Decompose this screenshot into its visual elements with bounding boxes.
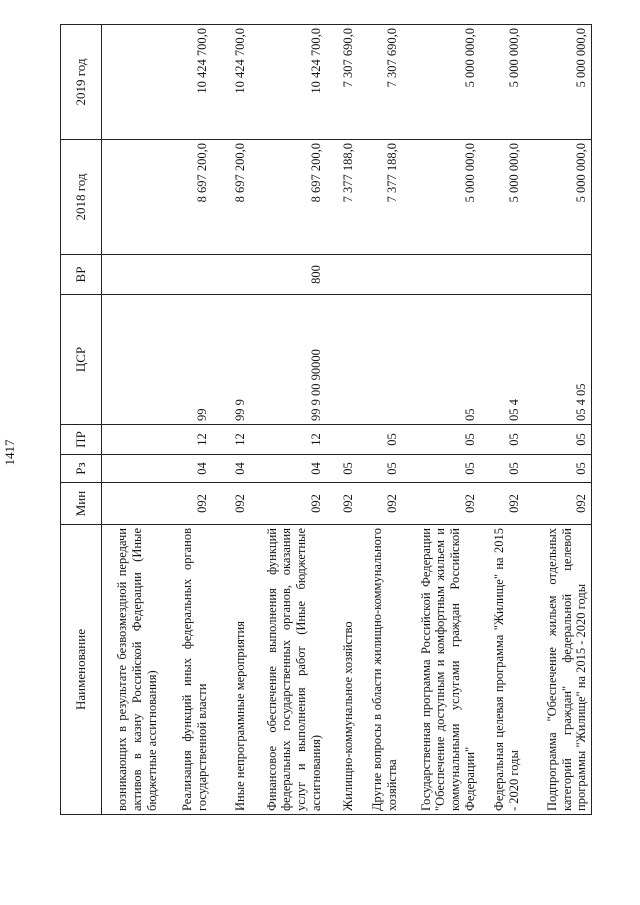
page-number: 1417 — [2, 439, 17, 466]
row-csr: 05 4 — [480, 295, 524, 425]
row-pr: 12 — [212, 425, 250, 455]
row-csr: 05 — [402, 295, 480, 425]
row-csr: 99 9 00 90000 — [250, 295, 326, 425]
row-2018: 8 697 200,0 — [212, 140, 250, 255]
row-name: Финансовое обеспечение выполнения функций федеральных государственных органов, оказания услуг и выполнения работ (Иные бюджетные ассигнования) — [250, 525, 326, 815]
row-vr — [102, 255, 162, 295]
header-pr: ПР — [61, 425, 102, 455]
row-rz: 04 — [162, 455, 212, 483]
row-2018: 5 000 000,0 — [480, 140, 524, 255]
row-2018: 5 000 000,0 — [402, 140, 480, 255]
budget-table — [60, 24, 592, 815]
row-name: Подпрограмма "Обеспечение жильем отдельных категорий граждан" федеральной целевой программы "Жилище" на 2015 - 2020 годы — [524, 525, 592, 815]
row-2019: 7 307 690,0 — [326, 25, 358, 140]
row-csr — [358, 295, 402, 425]
row-pr: 05 — [524, 425, 592, 455]
row-2018: 8 697 200,0 — [250, 140, 326, 255]
row-pr: 12 — [162, 425, 212, 455]
row-pr: 05 — [480, 425, 524, 455]
row-name: Другие вопросы в области жилищно-коммунального хозяйства — [358, 525, 402, 815]
table-row — [358, 25, 402, 815]
row-vr — [480, 255, 524, 295]
row-csr — [326, 295, 358, 425]
row-pr: 05 — [358, 425, 402, 455]
row-min: 092 — [212, 483, 250, 525]
row-2018: 7 377 188,0 — [358, 140, 402, 255]
table-row — [326, 25, 358, 815]
row-name: Жилищно-коммунальное хозяйство — [326, 525, 358, 815]
row-min: 092 — [162, 483, 212, 525]
row-2019: 10 424 700,0 — [250, 25, 326, 140]
row-vr — [326, 255, 358, 295]
row-min: 092 — [524, 483, 592, 525]
row-pr: 05 — [402, 425, 480, 455]
row-csr: 99 — [162, 295, 212, 425]
row-csr — [102, 295, 162, 425]
row-2018: 8 697 200,0 — [162, 140, 212, 255]
row-vr — [358, 255, 402, 295]
row-vr — [162, 255, 212, 295]
table-header-row — [61, 25, 102, 815]
row-rz: 04 — [212, 455, 250, 483]
row-min: 092 — [326, 483, 358, 525]
row-pr — [326, 425, 358, 455]
table-row — [402, 25, 480, 815]
table-row — [212, 25, 250, 815]
row-vr: 800 — [250, 255, 326, 295]
header-2019: 2019 год — [61, 25, 102, 140]
row-rz: 05 — [402, 455, 480, 483]
header-csr: ЦСР — [61, 295, 102, 425]
row-vr — [402, 255, 480, 295]
table-row — [102, 25, 162, 815]
row-rz: 05 — [524, 455, 592, 483]
header-min: Мин — [61, 483, 102, 525]
row-csr: 05 4 05 — [524, 295, 592, 425]
row-2019 — [102, 25, 162, 140]
table-row — [250, 25, 326, 815]
row-pr: 12 — [250, 425, 326, 455]
table-row — [162, 25, 212, 815]
row-name: Федеральная целевая программа "Жилище" на 2015 - 2020 годы — [480, 525, 524, 815]
row-2019: 5 000 000,0 — [480, 25, 524, 140]
row-min — [102, 483, 162, 525]
row-rz: 05 — [358, 455, 402, 483]
row-name: возникающих в результате безвозмездной передачи активов в казну Российской Федерации (Иные бюджетные ассигнования) — [102, 525, 162, 815]
header-rz: Рз — [61, 455, 102, 483]
row-2019: 5 000 000,0 — [402, 25, 480, 140]
row-2019: 5 000 000,0 — [524, 25, 592, 140]
row-name: Реализация функций иных федеральных органов государственной власти — [162, 525, 212, 815]
row-2019: 10 424 700,0 — [212, 25, 250, 140]
row-2019: 7 307 690,0 — [358, 25, 402, 140]
row-rz: 05 — [326, 455, 358, 483]
row-2018: 7 377 188,0 — [326, 140, 358, 255]
row-rz — [102, 455, 162, 483]
row-min: 092 — [358, 483, 402, 525]
row-2018: 5 000 000,0 — [524, 140, 592, 255]
row-pr — [102, 425, 162, 455]
row-min: 092 — [480, 483, 524, 525]
row-2019: 10 424 700,0 — [162, 25, 212, 140]
table-row — [524, 25, 592, 815]
row-name: Иные непрограммные мероприятия — [212, 525, 250, 815]
header-vr: ВР — [61, 255, 102, 295]
row-csr: 99 9 — [212, 295, 250, 425]
row-min: 092 — [402, 483, 480, 525]
row-rz: 04 — [250, 455, 326, 483]
row-2018 — [102, 140, 162, 255]
header-2018: 2018 год — [61, 140, 102, 255]
row-vr — [212, 255, 250, 295]
header-name: Наименование — [61, 525, 102, 815]
row-rz: 05 — [480, 455, 524, 483]
table-row — [480, 25, 524, 815]
row-min: 092 — [250, 483, 326, 525]
row-name: Государственная программа Российской Федерации "Обеспечение доступным и комфортным жильем и коммунальными услугами граждан Российской Федерации" — [402, 525, 480, 815]
row-vr — [524, 255, 592, 295]
